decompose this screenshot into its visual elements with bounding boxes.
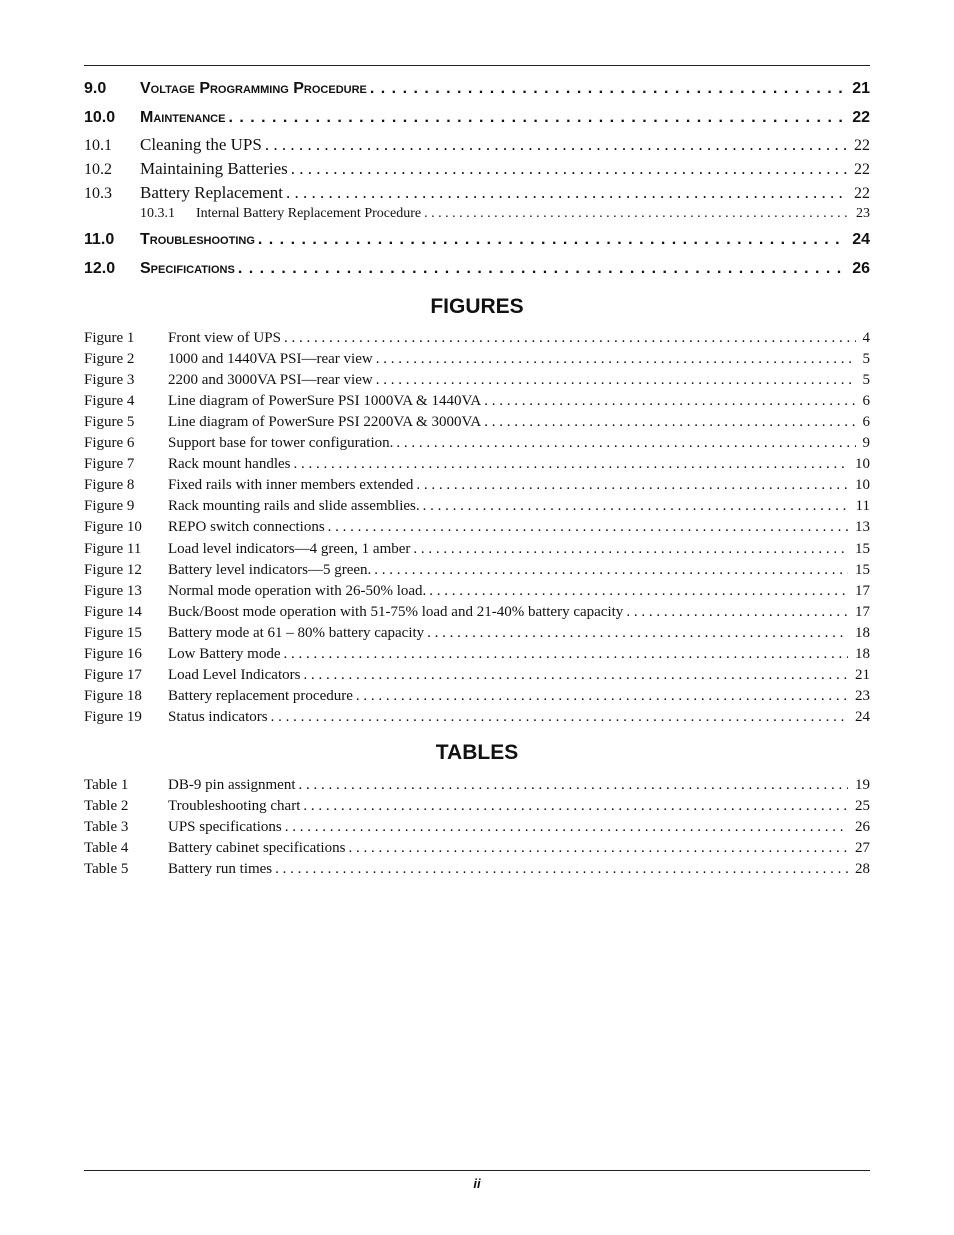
dot-leader	[284, 330, 856, 347]
dot-leader	[376, 351, 856, 368]
figure-page: 9	[862, 435, 870, 452]
toc-subsection-10-3[interactable]	[84, 183, 870, 205]
figure-label: Figure 6	[84, 435, 135, 452]
dot-leader	[285, 819, 848, 836]
figure-page: 15	[855, 561, 870, 578]
figure-label: Figure 9	[84, 498, 135, 515]
figure-title: Line diagram of PowerSure PSI 1000VA & 1440VA	[168, 393, 482, 410]
table-title: DB-9 pin assignment	[168, 777, 296, 793]
table-entry[interactable]	[84, 861, 870, 881]
figure-label: Figure 1	[84, 330, 135, 346]
figure-entry[interactable]	[84, 709, 870, 729]
figure-page: 6	[862, 414, 870, 431]
figure-title: Normal mode operation with 26-50% load.	[168, 582, 427, 599]
figure-title: Low Battery mode	[168, 645, 281, 662]
figure-title: Battery mode at 61 – 80% battery capacity	[168, 624, 425, 641]
figure-label: Figure 3	[84, 372, 135, 389]
section-page: 26	[852, 260, 870, 277]
dot-leader	[258, 231, 845, 249]
toc-subsubsection-10-3-1[interactable]	[140, 206, 870, 224]
figure-page: 10	[855, 456, 870, 473]
dot-leader	[293, 456, 848, 473]
section-number: 10.0	[84, 109, 116, 126]
dot-leader	[348, 840, 848, 857]
table-label: Table 1	[84, 777, 129, 793]
section-page: 22	[852, 109, 870, 126]
table-entry[interactable]	[84, 840, 870, 860]
tables-heading: TABLES	[435, 741, 519, 764]
table-title: Troubleshooting chart	[168, 798, 301, 814]
table-page: 28	[855, 861, 870, 877]
figure-page: 18	[855, 624, 870, 641]
figure-title: Load level indicators—4 green, 1 amber	[168, 540, 411, 557]
figure-entry[interactable]	[84, 351, 870, 371]
figure-entry[interactable]	[84, 541, 870, 561]
subsubsection-number: 10.3.1	[140, 206, 175, 221]
dot-leader	[299, 777, 849, 794]
figure-entry[interactable]	[84, 414, 870, 434]
dot-leader	[626, 604, 848, 621]
figure-entry[interactable]	[84, 604, 870, 624]
table-page: 27	[855, 840, 870, 856]
figure-page: 17	[855, 603, 870, 620]
figure-entry[interactable]	[84, 330, 870, 350]
figure-entry[interactable]	[84, 625, 870, 645]
table-entry[interactable]	[84, 777, 870, 797]
dot-leader	[328, 519, 848, 536]
figure-page: 11	[855, 498, 870, 515]
figure-label: Figure 11	[84, 540, 142, 557]
toc-section-12[interactable]	[84, 260, 870, 284]
figure-title: Support base for tower configuration.	[168, 435, 394, 452]
figure-page: 6	[862, 393, 870, 410]
figure-label: Figure 12	[84, 561, 142, 578]
dot-leader	[228, 109, 845, 127]
dot-leader	[370, 80, 845, 98]
bottom-rule	[84, 1170, 870, 1171]
subsection-page: 22	[854, 137, 870, 154]
figure-entry[interactable]	[84, 562, 870, 582]
figure-entry[interactable]	[84, 477, 870, 497]
figure-label: Figure 8	[84, 477, 135, 494]
figure-entry[interactable]	[84, 393, 870, 413]
section-title: Specifications	[140, 260, 235, 277]
dot-leader	[484, 414, 855, 431]
figure-page: 15	[855, 540, 870, 557]
figure-entry[interactable]	[84, 435, 870, 455]
section-number: 11.0	[84, 231, 115, 248]
figure-page: 10	[855, 477, 870, 494]
dot-leader	[303, 798, 848, 815]
table-page: 25	[855, 798, 870, 814]
table-label: Table 2	[84, 798, 129, 814]
subsection-number: 10.2	[84, 161, 112, 178]
table-entry[interactable]	[84, 819, 870, 839]
figure-label: Figure 17	[84, 666, 142, 683]
figure-page: 17	[855, 582, 870, 599]
table-title: Battery cabinet specifications	[168, 840, 346, 856]
table-label: Table 4	[84, 840, 129, 856]
subsection-title: Cleaning the UPS	[140, 135, 262, 154]
toc-section-11[interactable]	[84, 231, 870, 255]
section-number: 12.0	[84, 260, 116, 277]
top-rule	[84, 65, 870, 66]
figure-label: Figure 2	[84, 351, 135, 368]
subsection-number: 10.1	[84, 137, 112, 154]
figure-entry[interactable]	[84, 688, 870, 708]
subsection-page: 22	[854, 185, 870, 202]
figure-page: 13	[855, 519, 870, 536]
subsubsection-page: 23	[856, 206, 870, 221]
figure-title: Rack mount handles	[168, 456, 291, 473]
figure-label: Figure 5	[84, 414, 135, 431]
dot-leader	[374, 562, 848, 579]
figure-entry[interactable]	[84, 646, 870, 666]
section-page: 24	[852, 231, 870, 248]
figure-entry[interactable]	[84, 372, 870, 392]
table-title: UPS specifications	[168, 819, 282, 835]
toc-section-9[interactable]	[84, 80, 870, 104]
dot-leader	[286, 183, 847, 203]
dot-leader	[423, 498, 849, 515]
figure-page: 24	[855, 708, 870, 725]
figure-entry[interactable]	[84, 583, 870, 603]
dot-leader	[356, 688, 848, 705]
table-title: Battery run times	[168, 861, 273, 877]
dot-leader	[238, 260, 845, 278]
figure-title: Status indicators	[168, 708, 268, 725]
toc-section-10[interactable]	[84, 109, 870, 133]
figure-page: 4	[862, 330, 870, 346]
dot-leader	[271, 709, 848, 726]
dot-leader	[376, 372, 856, 389]
figure-title: Buck/Boost mode operation with 51-75% load and 21-40% battery capacity	[168, 603, 624, 620]
table-label: Table 3	[84, 819, 129, 835]
figure-title: Battery level indicators—5 green.	[168, 561, 372, 578]
dot-leader	[416, 477, 848, 494]
figure-page: 18	[855, 645, 870, 662]
section-title: Maintenance	[140, 109, 226, 126]
figure-entry[interactable]	[84, 498, 870, 518]
table-page: 26	[855, 819, 870, 835]
dot-leader	[429, 583, 848, 600]
dot-leader	[427, 625, 848, 642]
dot-leader	[424, 206, 849, 222]
figure-label: Figure 14	[84, 603, 142, 620]
figure-page: 23	[855, 687, 870, 704]
dot-leader	[303, 667, 848, 684]
figure-page: 5	[862, 372, 870, 389]
figure-title: 1000 and 1440VA PSI—rear view	[168, 351, 373, 368]
figure-entry[interactable]	[84, 667, 870, 687]
figure-page: 5	[862, 351, 870, 368]
dot-leader	[265, 135, 847, 155]
figure-label: Figure 13	[84, 582, 142, 599]
dot-leader	[396, 435, 855, 452]
section-title: Voltage Programming Procedure	[140, 80, 367, 97]
figure-title: Rack mounting rails and slide assemblies.	[168, 498, 420, 515]
dot-leader	[413, 541, 848, 558]
figure-title: Line diagram of PowerSure PSI 2200VA & 3000VA	[168, 414, 482, 431]
figure-title: REPO switch connections	[168, 519, 325, 536]
figure-label: Figure 4	[84, 393, 135, 410]
section-page: 21	[852, 80, 870, 97]
figure-title: Load Level Indicators	[168, 666, 301, 683]
figure-label: Figure 15	[84, 624, 142, 641]
figure-label: Figure 16	[84, 645, 142, 662]
subsection-title: Maintaining Batteries	[140, 159, 288, 178]
figure-label: Figure 10	[84, 519, 142, 536]
table-page: 19	[855, 777, 870, 793]
toc-subsection-10-1[interactable]	[84, 135, 870, 157]
figure-title: Front view of UPS	[168, 330, 281, 346]
figure-label: Figure 18	[84, 687, 142, 704]
figure-title: 2200 and 3000VA PSI—rear view	[168, 372, 373, 389]
figures-heading: FIGURES	[430, 295, 524, 318]
figure-label: Figure 19	[84, 708, 142, 725]
figure-label: Figure 7	[84, 456, 135, 473]
figure-page: 21	[855, 666, 870, 683]
subsection-page: 22	[854, 161, 870, 178]
dot-leader	[275, 861, 848, 878]
figure-entry[interactable]	[84, 519, 870, 539]
subsection-title: Battery Replacement	[140, 183, 284, 202]
table-entry[interactable]	[84, 798, 870, 818]
figure-entry[interactable]	[84, 456, 870, 476]
toc-subsection-10-2[interactable]	[84, 159, 870, 181]
table-label: Table 5	[84, 861, 129, 877]
dot-leader	[283, 646, 848, 663]
page-number: ii	[473, 1176, 481, 1191]
subsection-number: 10.3	[84, 185, 112, 202]
section-title: Troubleshooting	[140, 231, 255, 248]
dot-leader	[291, 159, 847, 179]
subsubsection-title: Internal Battery Replacement Procedure	[196, 206, 422, 221]
figure-title: Battery replacement procedure	[168, 687, 353, 704]
section-number: 9.0	[84, 80, 107, 97]
figure-title: Fixed rails with inner members extended	[168, 477, 414, 494]
dot-leader	[484, 393, 855, 410]
